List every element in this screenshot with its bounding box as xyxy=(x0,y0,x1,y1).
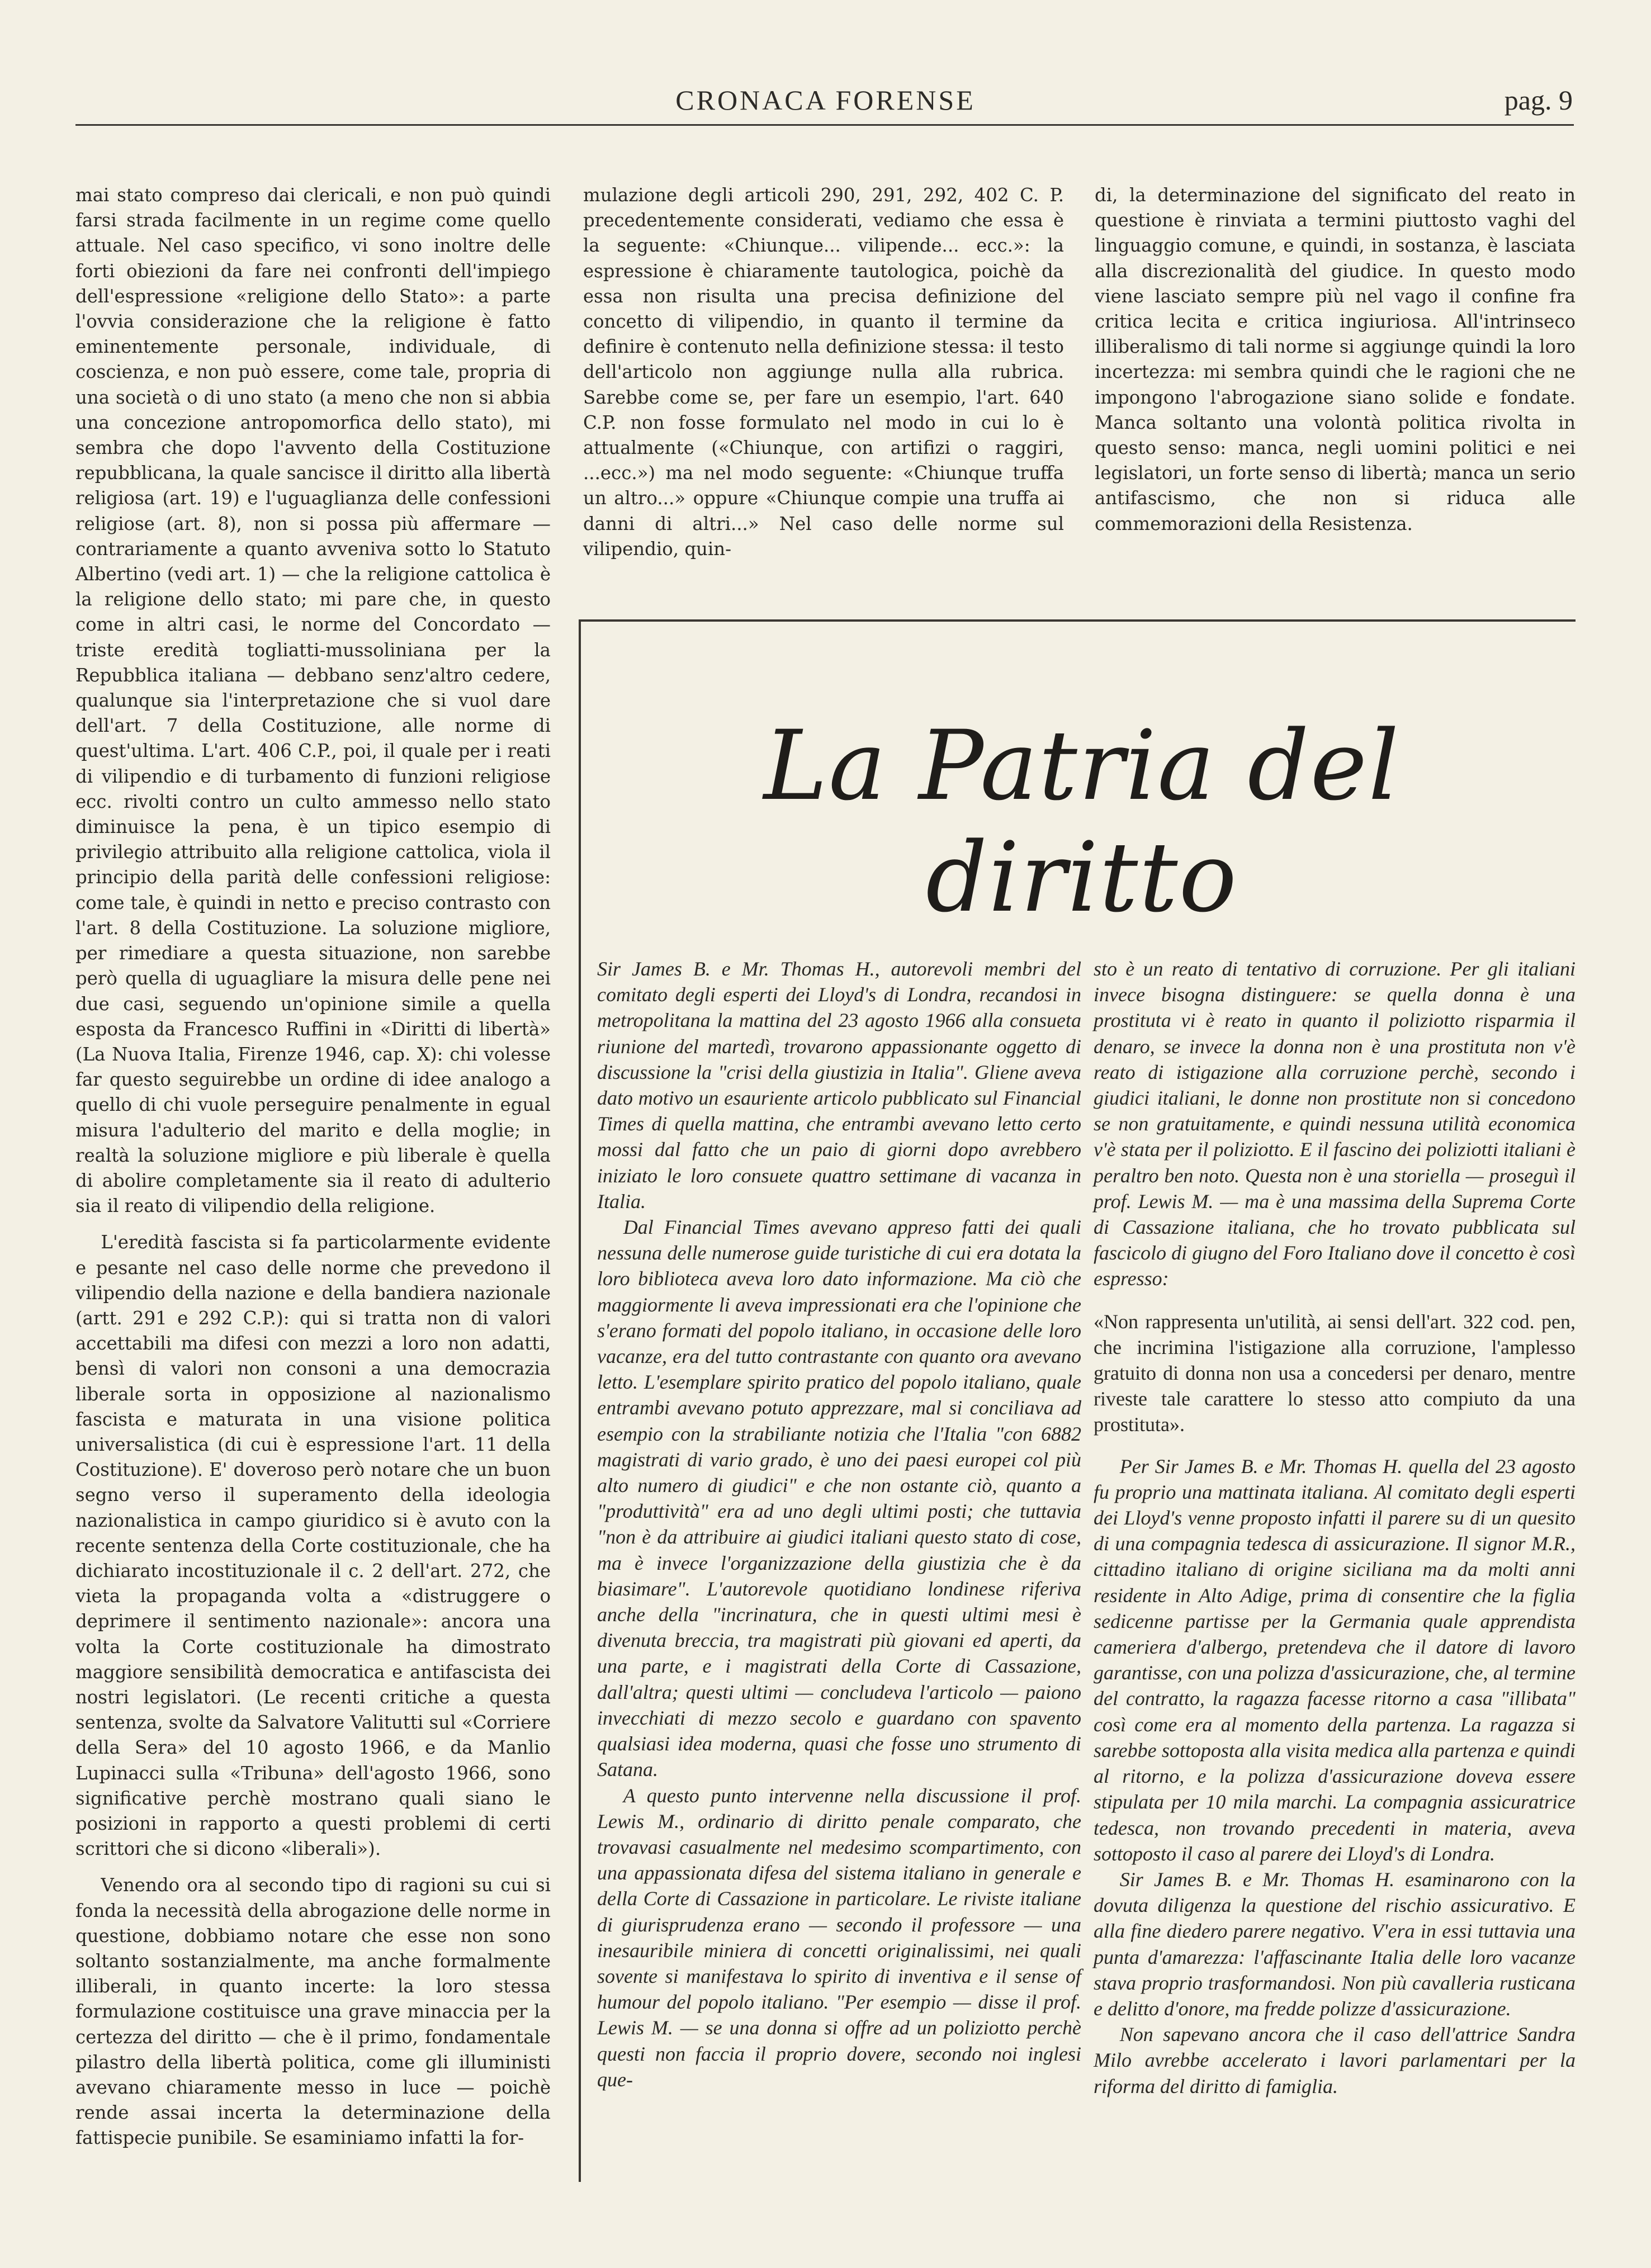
article-paragraph: L'eredità fascista si fa particolarmente evidente e pesante nel caso delle norme che prevedono il vilipendio della nazione e della bandiera nazionale (artt. 291 e 292 C.P.): qui si tratta non di valori accettabili ma difesi con mezzi a loro non adatti, bensì di valori non consoni a una democrazia liberale sorta in opposizione al nazionalismo fascista e maturata in una visione politica universalistica (di cui è espressione l'art. 11 della Costituzione). E' doveroso però notare che un buon segno verso il superamento della ideologia nazionalistica in campo giuridico si è avuto con la recente sentenza della Corte costituzionale, che ha dichiarato incostituzionale il c. 2 dell'art. 272, che vieta la propaganda volta a «distruggere o deprimere il sentimento nazionale»: ancora una volta la Corte costituzionale ha dimostrato maggiore sensibilità democratica e antifascista dei nostri legislatori. (Le recenti critiche a questa sentenza, svolte da Salvatore Valitutti sul «Corriere della Sera» del 10 agosto 1966, e da Manlio Lupinacci sulla «Tribuna» dell'agosto 1966, sono significative perchè mostrano quali siano le posizioni in rapporto a questi problemi di certi scrittori che si dicono «liberali»). xyxy=(75,1232,551,1860)
article-paragraph: di, la determinazione del significato del reato in questione è rinviata a termini piuttosto vaghi del linguaggio comune, e quindi, in sostanza, è lasciata alla discrezionalità del giudice. In questo modo viene lasciato sempre più nel vago il confine fra critica lecita e critica ingiuriosa. All'intrinseco illiberalismo di tali norme si aggiunge quindi la loro incertezza: mi sembra quindi che le ragioni che ne impongono l'abrogazione siano solide e fondate. Manca soltanto una volontà politica rivolta in questo senso: manca, negli uomini politici e nei legislatori, un forte senso di libertà; manca un serio antifascismo, che non si riduca alle commemorazioni della Resistenza. xyxy=(1095,184,1576,534)
article-column-middle xyxy=(583,183,1064,562)
feature-box-top-rule xyxy=(579,619,1576,622)
article-paragraph: mai stato compreso dai clericali, e non può quindi farsi strada facilmente in un regime come quello attuale. Nel caso specifico, vi sono inoltre delle forti obiezioni da fare nei confronti dell'impiego dell'espressione «religione dello Stato»: a parte l'ovvia considerazione che la religione è fatto eminentemente personale, individuale, di coscienza, e non può essere, come tale, propria di una società o di uno stato (a meno che non si abbia una concezione antropomorfica dello stato), mi sembra che dopo l'avvento della Costituzione repubblicana, la quale sancisce il diritto alla libertà religiosa (art. 19) e l'uguaglianza delle confessioni religiose (art. 8), non si possa più affermare — contrariamente a quanto avveniva sotto lo Statuto Albertino (vedi art. 1) — che la religione cattolica è la religione dello stato; mi pare che, in questo come in altri casi, le norme del Concordato — triste eredità togliatti-mussoliniana per la Repubblica italiana — debbano senz'altro cedere, qualunque sia l'interpretazione che si vuol dare dell'art. 7 della Costituzione, alle norme di quest'ultima. L'art. 406 C.P., poi, il quale per i reati di vilipendio e di turbamento di funzioni religiose ecc. rivolti contro un culto ammesso nello stato diminuisce la pena, è un tipico esempio di privilegio attribuito alla religione cattolica, viola il principio della parità delle confessioni religiose: come tale, è quindi in netto e preciso contrasto con l'art. 8 della Costituzione. La soluzione migliore, per rimediare a questa situazione, non sarebbe però quella di uguagliare la misura delle pene nei due casi, seguendo un'opinione simile a quella esposta da Francesco Ruffini in «Diritti di libertà» (La Nuova Italia, Firenze 1946, cap. X): chi volesse far questo seguirebbe un ordine di idee analogo a quello di chi vuole perseguire penalmente in egual misura l'adulterio del marito e della moglie; in realtà la soluzione migliore e più liberale è quella di abolire completamente sia il reato di adulterio sia il reato di vilipendio della religione. xyxy=(75,184,551,1217)
feature-paragraph: sto è un reato di tentativo di corruzione. Per gli italiani invece bisogna distinguere: se quella donna è una prostituta vi è reato in quanto il poliziotto risparmia il denaro, se invece la donna non è una prostituta non v'è reato di istigazione alla corruzione perchè, secondo i giudici italiani, le donne non prostitute non si concedono se non gratuitamente, e quindi nessuna utilità economica v'è stata per il poliziotto. E il fascino dei poliziotti italiani è peraltro ben noto. Questa non è una storiella — proseguì il prof. Lewis M. — ma è una massima della Suprema Corte di Cassazione italiana, che ho trovato pubblicata sul fascicolo di giugno del Foro Italiano dove il concetto è così espresso: xyxy=(1094,958,1576,1290)
feature-paragraph: Sir James B. e Mr. Thomas H. esaminarono con la dovuta diligenza la questione del rischio assicurativo. E alla fine diedero parere negativo. V'era in essi tuttavia una punta d'amarezza: l'affascinante Italia delle loro vacanze stava proprio trasformandosi. Non più cavalleria rusticana e delitto d'onore, ma fredde polizze d'assicurazione. xyxy=(1094,1868,1576,2020)
feature-paragraph: Sir James B. e Mr. Thomas H., autorevoli membri del comitato degli esperti dei Lloyd's di Londra, recandosi in metropolitana la mattina del 23 agosto 1966 alla consueta riunione del martedì, trovarono appassionante oggetto di discussione la "crisi della giustizia in Italia". Gliene aveva dato motivo un esauriente articolo pubblicato sul Financial Times di quella mattina, che entrambi avevano letto certo mossi dal fatto che un paio di giorni dopo avrebbero iniziato le loro consuete quattro settimane di vacanza in Italia. xyxy=(597,958,1081,1213)
feature-column-right xyxy=(1094,956,1576,2099)
article-column-left xyxy=(75,183,551,2151)
article-paragraph: mulazione degli articoli 290, 291, 292, 402 C. P. precedentemente considerati, vediamo che essa è la seguente: «Chiunque... vilipende... ecc.»: la espressione è chiaramente tautologica, poichè da essa non risulta una precisa definizione del concetto di vilipendio, in quanto il termine da definire è contenuto nella definizione stessa: il testo dell'articolo non aggiunge nulla alla rubrica. Sarebbe come se, per fare un esempio, l'art. 640 C.P. non fosse formulato nel modo in cui lo è attualmente («Chiunque, con artifizi o raggiri, ...ecc.») ma nel modo seguente: «Chiunque truffa un altro...» oppure «Chiunque compie una truffa ai danni di altri...» Nel caso delle norme sul vilipendio, quin- xyxy=(583,184,1064,560)
feature-paragraph: A questo punto intervenne nella discussione il prof. Lewis M., ordinario di diritto penale comparato, che trovavasi casualmente nel medesimo scompartimento, con una appassionata difesa del sistema italiano in generale e della Corte di Cassazione in particolare. Le riviste italiane di giurisprudenza erano — secondo il professore — una inesauribile miniera di concetti originalissimi, nei quali sovente si manifestava lo spirito di inventiva e il sense of humour del popolo italiano. "Per esempio — disse il prof. Lewis M. — se una donna si offre ad un poliziotto perchè questi non faccia il proprio dovere, secondo noi inglesi que- xyxy=(597,1784,1081,2091)
feature-box-left-rule xyxy=(579,619,581,2182)
article-paragraph: Venendo ora al secondo tipo di ragioni su cui si fonda la necessità della abrogazione delle norme in questione, dobbiamo notare che esse non sono soltanto sostanzialmente, ma anche formalmente illiberali, in quanto incerte: la loro stessa formulazione costituisce una grave minaccia per la certezza del diritto — che è il primo, fondamentale pilastro della libertà politica, come gli illuministi avevano chiaramente messo in luce — poichè rende assai incerta la determinazione della fattispecie punibile. Se esaminiamo infatti la for- xyxy=(75,1874,551,2149)
running-header-title: CRONACA FORENSE xyxy=(675,84,976,116)
feature-title: La Patria del diritto xyxy=(763,709,1401,934)
legal-quote: «Non rappresenta un'utilità, ai sensi dell'art. 322 cod. pen, che incrimina l'istigazione alla corruzione, l'amplesso gratuito di donna non usa a concedersi per denaro, mentre riveste tale carattere lo stesso atto compiuto da una prostituta». xyxy=(1094,1310,1576,1436)
feature-paragraph: Dal Financial Times avevano appreso fatti dei quali nessuna delle numerose guide turistiche di cui era dotata la loro biblioteca aveva loro dato informazione. Ma ciò che maggiormente li aveva impressionati era che l'opinione che s'erano formati del popolo italiano, in occasione delle loro vacanze, era del tutto contrastante con quanto ora avevano letto. L'esemplare spirito pratico del popolo italiano, quale entrambi avevano potuto apprezzare, mal si conciliava ad esempio con la strabiliante notizia che l'Italia "con 6882 magistrati di vario grado, è uno dei paesi europei col più alto numero di giudici" e che non ostante ciò, quanto a "produttività" era ad uno degli ultimi posti; che tuttavia "non è da attribuire ai giudici italiani questo stato di cose, ma è invece l'organizzazione della giustizia che è da biasimare". L'autorevole quotidiano londinese riferiva anche della "incrinatura, che in questi ultimi mesi è divenuta breccia, tra magistrati più giovani ed aperti, da una parte, e i magistrati della Corte di Cassazione, dall'altra; questi ultimi — concludeva l'articolo — paiono invecchiati di mezzo secolo e guardano con spavento qualsiasi idea moderna, quasi che fosse uno strumento di Satana. xyxy=(597,1216,1081,1781)
feature-paragraph: Per Sir James B. e Mr. Thomas H. quella del 23 agosto fu proprio una mattinata italiana. Al comitato degli esperti dei Lloyd's venne proposto infatti il parere su di un quesito di una compagnia tedesca di assicurazione. Il signor M.R., cittadino italiano di origine siciliana ma da molti anni residente in Alto Adige, prima di consentire che la figlia sedicenne partisse per la Germania quale apprendista cameriera d'albergo, pretendeva che il datore di lavoro garantisse, con una polizza d'assicurazione, che, al termine del contratto, la ragazza facesse ritorno a casa "illibata" così come era al momento della partenza. La ragazza si sarebbe sottoposta alla visita medica alla partenza e quindi al ritorno, e la polizza d'assicurazione doveva essere stipulata per 10 mila marchi. La compagnia assicuratrice tedesca, non trovando precedenti in materia, aveva sottoposto il caso al parere dei Lloyd's di Londra. xyxy=(1094,1455,1576,1865)
header-rule xyxy=(75,124,1574,126)
feature-paragraph: Non sapevano ancora che il caso dell'attrice Sandra Milo avrebbe accelerato i lavori parlamentari per la riforma del diritto di famiglia. xyxy=(1094,2023,1576,2097)
feature-column-left xyxy=(597,956,1081,2092)
page-number: pag. 9 xyxy=(1504,84,1573,116)
article-column-right xyxy=(1095,183,1576,537)
